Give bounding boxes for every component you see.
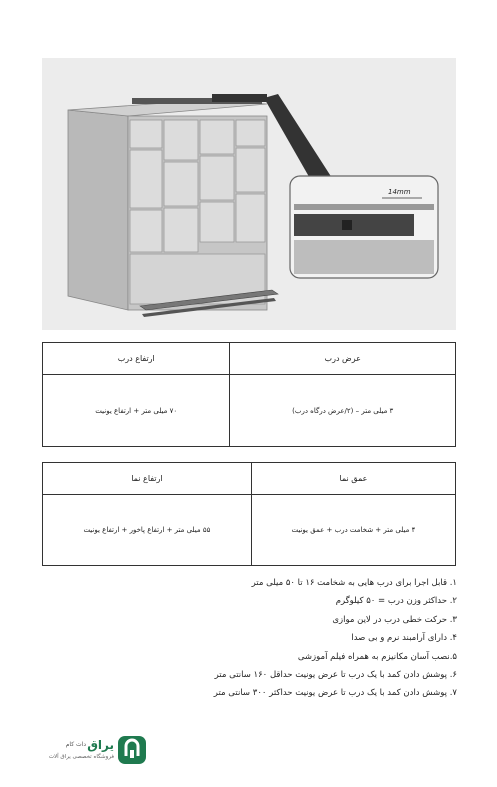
logo-domain-text: دات کام [65, 741, 86, 748]
feature-item: ۲. حداکثر وزن درب = ۵۰ کیلوگرم [335, 596, 457, 607]
door-width-value: ۳ میلی متر – (۲/عرض درگاه درب) [230, 375, 456, 447]
door-size-table [42, 342, 456, 447]
logo-mark-icon [118, 736, 146, 764]
door-width-header: عرض درب [230, 343, 456, 375]
feature-item: ۷. پوشش دادن کمد با یک درب تا عرض یونیت حداکثر ۳۰۰ سانتی متر [213, 688, 457, 699]
feature-item: ۳. حرکت خطی درب در لاین موازی [332, 614, 457, 625]
dimension-label: 14mm [388, 188, 411, 196]
facade-size-table [42, 462, 456, 566]
facade-depth-value: ۴ میلی متر + شخامت درب + عمق یونیت [251, 495, 455, 566]
facade-height-value: ۵۵ میلی متر + ارتفاع پاخور + ارتفاع یونیت [43, 495, 252, 566]
facade-height-header: ارتفاع نما [43, 463, 252, 495]
feature-item: ۱. قابل اجرا برای درب هایی به شخامت ۱۶ تا ۵۰ میلی متر [251, 578, 457, 588]
feature-item: ۶. پوشش دادن کمد با یک درب تا عرض یونیت حداقل ۱۶۰ سانتی متر [214, 670, 457, 681]
logo-tagline: فروشگاه تخصصی یراق آلات [48, 754, 114, 760]
door-height-header: ارتفاع درب [43, 343, 230, 375]
feature-item: ۴. دارای آرامبند نرم و بی صدا [351, 633, 457, 644]
facade-depth-header: عمق نما [251, 463, 455, 495]
brand-logo [40, 736, 146, 764]
feature-list [37, 574, 457, 703]
logo-brand-text: یراق [87, 738, 114, 752]
cabinet-drawing [42, 58, 456, 330]
feature-item: ۵.نصب آسان مکانیزم به همراه فیلم آموزشی [297, 651, 457, 662]
door-height-value: ۷۰ میلی متر + ارتفاع یونیت [43, 375, 230, 447]
product-illustration [42, 58, 456, 330]
